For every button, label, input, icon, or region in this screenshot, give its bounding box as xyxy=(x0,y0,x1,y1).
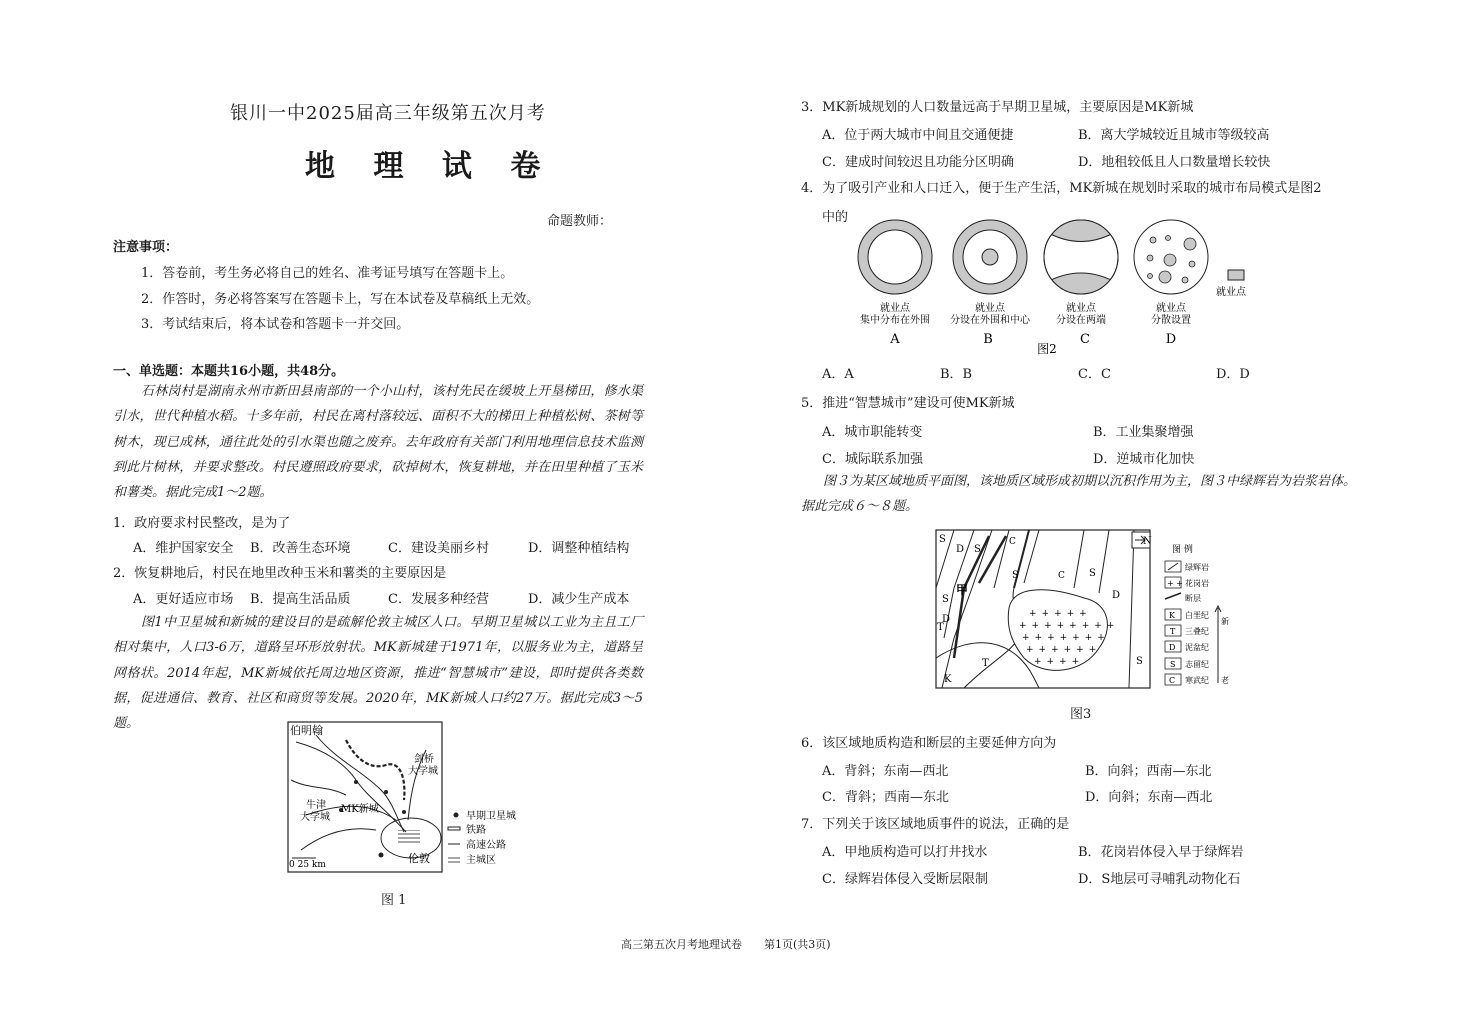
q1-option-d: D．调整种植结构 xyxy=(528,541,630,556)
q5-option-b: B．工业集聚增强 xyxy=(1093,425,1194,440)
fig3-label: K xyxy=(944,674,952,685)
question-4-stem-cont: 中的 xyxy=(822,210,849,225)
fig3-code: C xyxy=(1169,676,1176,685)
q6-option-b: B．向斜；西南—东北 xyxy=(1085,764,1212,779)
fig3-code: T xyxy=(1170,627,1176,636)
fig3-label: D xyxy=(942,614,951,625)
q7-option-c: C．绿辉岩体侵入受断层限制 xyxy=(822,872,988,887)
question-6-stem: 6．该区域地质构造和断层的主要延伸方向为 xyxy=(801,736,1057,751)
figure-1-map xyxy=(286,720,526,880)
fig3-legend-item: 寒武纪 xyxy=(1185,676,1209,685)
fig3-age-old: 老 xyxy=(1221,676,1229,685)
q3-option-d: D．地租较低且人口数量增长较快 xyxy=(1078,155,1271,170)
fig3-label: S xyxy=(974,544,981,555)
map-label-cambridge: 剑桥 xyxy=(414,754,434,765)
q6-option-a: A．背斜；东南—西北 xyxy=(822,764,949,779)
legend-rail: 铁路 xyxy=(466,825,486,836)
note-item: 2．作答时，务必将答案写在答题卡上，写在本试卷及草稿纸上无效。 xyxy=(141,292,540,307)
fig3-legend-item: 泥盆纪 xyxy=(1185,643,1209,652)
q2-option-d: D．减少生产成本 xyxy=(528,592,630,607)
fig3-code: K xyxy=(1169,611,1175,620)
section-heading: 一、单选题：本题共16小题，共48分。 xyxy=(113,364,345,379)
q3-option-b: B．离大学城较近且城市等级较高 xyxy=(1078,128,1270,143)
passage-1: 石林岗村是湖南永州市新田县南部的一个小山村，该村先民在缓坡上开垦梯田，修水渠引水，世代种植水稻。十多年前，村民在离村落较远、面积不大的梯田上种植松树、茶树等树木，现已成林，通往此处的引水渠也随之废弃。去年政府有关部门利用地理信息技术监测到此片树林，并要求整改。村民遵照政府要求，砍掉树木，恢复耕地，并在田里种植了玉米和薯类。据此完成1～2题。 xyxy=(113,384,643,501)
fig3-label: D xyxy=(1112,590,1121,601)
q1-option-c: C．建设美丽乡村 xyxy=(388,541,489,556)
page-footer: 高三第五次月考地理试卷 第1页(共3页) xyxy=(621,938,831,951)
figure-3-caption: 图3 xyxy=(1070,707,1092,722)
q5-option-d: D．逆城市化加快 xyxy=(1093,452,1195,467)
fig3-label-jia: 甲 xyxy=(956,583,969,597)
figure-3-geologic-map xyxy=(934,528,1234,693)
fig2-d-line2: 分散设置 xyxy=(1151,315,1191,326)
fig2-b-line1: 就业点 xyxy=(975,303,1005,314)
map-label-birmingham: 伯明翰 xyxy=(290,724,323,737)
figure-1-caption: 图 1 xyxy=(381,893,407,908)
fig3-label: S xyxy=(1136,656,1143,667)
question-5-stem: 5．推进“智慧城市”建设可使MK新城 xyxy=(801,396,1015,411)
note-item: 1．答卷前，考生务必将自己的姓名、准考证号填写在答题卡上。 xyxy=(141,266,514,281)
fig3-label: T xyxy=(982,658,989,669)
question-3-stem: 3．MK新城规划的人口数量远高于早期卫星城，主要原因是MK新城 xyxy=(801,100,1194,115)
fig3-label: S xyxy=(1012,570,1019,581)
svg-text:++++++++: ++++++++ xyxy=(1019,621,1120,631)
q3-option-a: A．位于两大城市中间且交通便捷 xyxy=(822,128,1014,143)
q5-option-c: C．城际联系加强 xyxy=(822,452,923,467)
question-7-stem: 7．下列关于该区域地质事件的说法，正确的是 xyxy=(801,817,1070,832)
fig3-legend-item: 绿辉岩 xyxy=(1185,563,1209,572)
q3-option-c: C．建成时间较迟且功能分区明确 xyxy=(822,155,1014,170)
subject-title: 地 理 试 卷 xyxy=(305,149,555,184)
q4-option-a: A．A xyxy=(822,367,854,382)
fig2-c-line2: 分设在两端 xyxy=(1056,315,1106,326)
fig3-legend-item: 断层 xyxy=(1185,594,1201,603)
q4-option-d: D．D xyxy=(1216,367,1250,382)
passage-2: 图1中卫星城和新城的建设目的是疏解伦敦主城区人口。早期卫星城以工业为主且工厂相对集中，人口3-6万，道路呈环形放射状。MK新城建于1971年，以服务业为主，道路呈网格状。2014年起，MK新城依托周边地区资源，推进“智慧城市”建设，即时提供各类数据，促进通信、教育、社区和商贸等发展。2020年，MK新城人口约27万。据此完成3～5题。 xyxy=(113,615,643,732)
svg-text:++++: ++++ xyxy=(1034,657,1085,667)
fig3-legend-item: 三叠纪 xyxy=(1185,627,1209,636)
fig3-label: T xyxy=(937,622,944,633)
map-label-cambridge-univ: 大学城 xyxy=(408,766,438,777)
q4-option-b: B．B xyxy=(940,367,973,382)
fig2-d-letter: D xyxy=(1165,332,1177,347)
question-2-stem: 2．恢复耕地后，村民在地里改种玉米和薯类的主要原因是 xyxy=(113,566,447,581)
fig2-c-line1: 就业点 xyxy=(1066,303,1096,314)
fig2-b-letter: B xyxy=(983,332,993,347)
fig3-label: S xyxy=(1089,568,1096,579)
fig3-label: D xyxy=(956,544,965,555)
fig2-b-line2: 分设在外围和中心 xyxy=(950,315,1030,326)
q4-option-c: C．C xyxy=(1078,367,1111,382)
fig3-north: N xyxy=(1143,536,1152,547)
figure-2-diagram xyxy=(850,220,1260,355)
q1-option-a: A．维护国家安全 xyxy=(133,541,234,556)
school-title: 银川一中2025届高三年级第五次月考 xyxy=(230,103,546,124)
map-label-oxford-univ: 大学城 xyxy=(300,812,330,823)
fig2-c-letter: C xyxy=(1080,332,1090,347)
svg-text:+++++++: +++++++ xyxy=(1022,633,1110,643)
q6-option-d: D．向斜；东南—西北 xyxy=(1085,790,1213,805)
fig3-label: S xyxy=(939,534,946,545)
map-label-london: 伦敦 xyxy=(408,852,430,865)
fig3-label: S xyxy=(942,594,949,605)
fig3-label: C xyxy=(1009,537,1016,547)
map-label-oxford: 牛津 xyxy=(306,800,326,811)
q6-option-c: C．背斜；西南—东北 xyxy=(822,790,949,805)
fig3-label: C xyxy=(1058,571,1065,581)
map-scale: 0 25 km xyxy=(289,860,326,870)
figure-2-caption: 图2 xyxy=(1037,342,1057,356)
fig3-legend-item: 花岗岩 xyxy=(1185,579,1209,588)
svg-text:+ +: + + xyxy=(1167,579,1183,588)
legend-urban: 主城区 xyxy=(466,855,496,866)
fig3-code: S xyxy=(1170,660,1176,669)
fig3-code: D xyxy=(1169,643,1176,652)
q2-option-c: C．发展多种经营 xyxy=(388,592,489,607)
q2-option-a: A．更好适应市场 xyxy=(133,592,234,607)
question-4-stem: 4．为了吸引产业和人口迁入，便于生产生活，MK新城在规划时采取的城市布局模式是图2 xyxy=(801,181,1322,196)
q7-option-b: B．花岗岩体侵入早于绿辉岩 xyxy=(1078,845,1244,860)
notes-heading: 注意事项： xyxy=(113,240,179,255)
fig2-a-line2: 集中分布在外围 xyxy=(860,315,930,326)
q7-option-a: A．甲地质构造可以打井找水 xyxy=(822,845,988,860)
passage-3: 图３为某区域地质平面图，该地质区域形成初期以沉积作用为主，图３中绿辉岩为岩浆岩体。据此完成６～８题。 xyxy=(801,474,1357,515)
svg-text:++++++: ++++++ xyxy=(1026,645,1102,655)
figure-2-legend: 就业点 xyxy=(1216,287,1246,298)
legend-highway: 高速公路 xyxy=(466,840,506,851)
note-item: 3．考试结束后，将本试卷和答题卡一并交回。 xyxy=(141,317,410,332)
q1-option-b: B．改善生态环境 xyxy=(250,541,351,556)
q5-option-a: A．城市职能转变 xyxy=(822,425,923,440)
question-1-stem: 1．政府要求村民整改，是为了 xyxy=(113,516,291,531)
teacher-label: 命题教师： xyxy=(547,214,613,229)
fig2-a-line1: 就业点 xyxy=(880,303,910,314)
map-label-mk: MK新城 xyxy=(341,804,379,815)
q7-option-d: D．S地层可寻哺乳动物化石 xyxy=(1078,872,1241,887)
q2-option-b: B．提高生活品质 xyxy=(250,592,351,607)
svg-text:+++++: +++++ xyxy=(1029,609,1092,619)
legend-satellite: 早期卫星城 xyxy=(466,811,516,822)
fig2-d-line1: 就业点 xyxy=(1156,303,1186,314)
fig3-age-new: 新 xyxy=(1221,617,1229,626)
fig3-legend-title: 图 例 xyxy=(1172,545,1193,555)
fig2-a-letter: A xyxy=(890,332,900,347)
fig3-legend-item: 志留纪 xyxy=(1185,660,1209,669)
fig3-legend-item: 白垩纪 xyxy=(1185,611,1209,620)
